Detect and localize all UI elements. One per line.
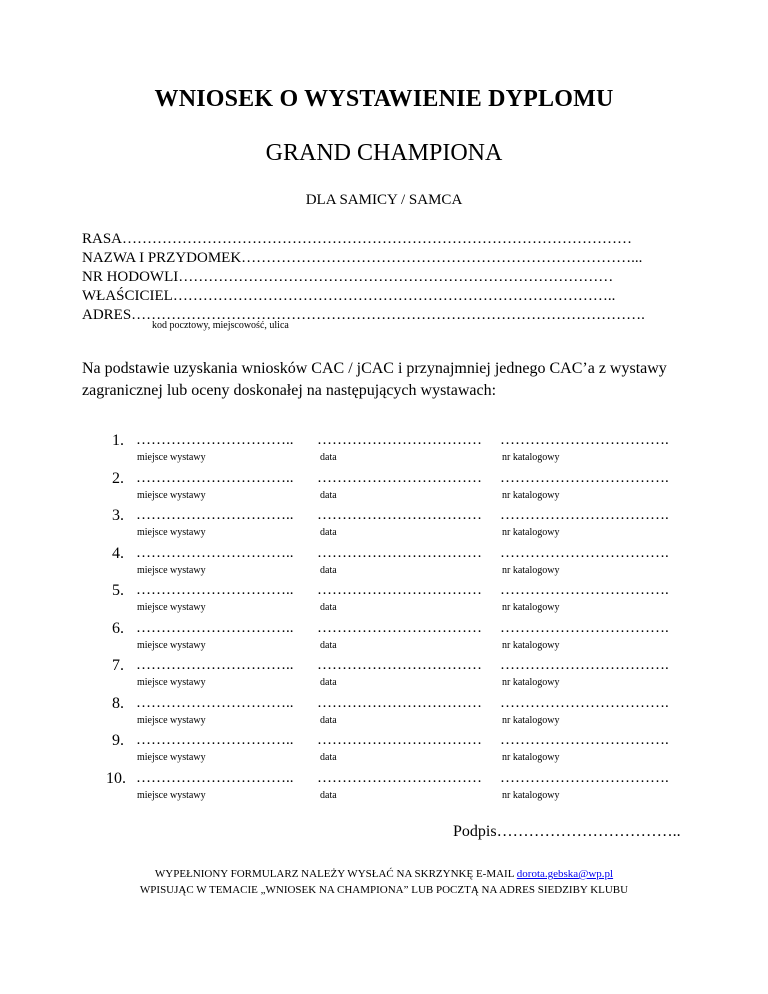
data-field[interactable]: …………………………… [317, 469, 482, 486]
nr-katalogowy-field[interactable]: ……………………………. [500, 694, 669, 711]
data-caption: data [320, 452, 337, 463]
data-field[interactable]: …………………………… [317, 732, 482, 748]
entry-number: 3. [112, 507, 124, 524]
adres-field[interactable]: ADRES…………………………………………………………………………………………. [82, 307, 645, 323]
nazwa-field[interactable]: NAZWA I PRZYDOMEK……………………………………………………………………... [82, 250, 643, 266]
signature-field[interactable]: Podpis…………………………….. [453, 823, 681, 840]
data-caption: data [320, 752, 337, 763]
data-field[interactable]: …………………………… [317, 432, 482, 448]
miejsce-wystawy-caption: miejsce wystawy [137, 602, 206, 613]
document-subtitle: GRAND CHAMPIONA [265, 140, 503, 166]
data-field[interactable]: …………………………… [317, 657, 482, 673]
email-link[interactable]: dorota.gebska@wp.pl [516, 868, 614, 880]
entry-number: 9. [112, 732, 124, 749]
nr-katalogowy-caption: nr katalogowy [502, 789, 560, 801]
data-caption: data [320, 677, 337, 688]
miejsce-wystawy-caption: miejsce wystawy [137, 527, 206, 538]
miejsce-wystawy-field[interactable]: ………………………….. [136, 582, 294, 598]
entry-number: 5. [112, 582, 124, 599]
miejsce-wystawy-caption: miejsce wystawy [137, 564, 206, 576]
data-field[interactable]: …………………………… [317, 769, 482, 786]
nr-katalogowy-field[interactable]: ……………………………. [500, 582, 669, 598]
nr-katalogowy-field[interactable]: ……………………………. [500, 469, 669, 486]
miejsce-wystawy-caption: miejsce wystawy [137, 752, 206, 763]
miejsce-wystawy-caption: miejsce wystawy [137, 489, 206, 501]
miejsce-wystawy-caption: miejsce wystawy [137, 714, 206, 726]
nr-katalogowy-caption: nr katalogowy [502, 752, 560, 763]
entry-number: 6. [112, 619, 124, 637]
miejsce-wystawy-caption: miejsce wystawy [137, 677, 206, 688]
document-title: WNIOSEK O WYSTAWIENIE DYPLOMU [154, 86, 614, 112]
miejsce-wystawy-field[interactable]: ………………………….. [136, 469, 294, 486]
data-field[interactable]: …………………………… [317, 582, 482, 598]
sex-selector-label: DLA SAMICY / SAMCA [305, 192, 463, 208]
miejsce-wystawy-field[interactable]: ………………………….. [136, 657, 294, 673]
nr-katalogowy-field[interactable]: ……………………………. [500, 732, 669, 748]
nr-katalogowy-field[interactable]: ……………………………. [500, 769, 669, 786]
miejsce-wystawy-field[interactable]: ………………………….. [136, 769, 294, 786]
footer-text: WYPEŁNIONY FORMULARZ NALEŻY WYSŁAĆ NA SKRZYNKĘ E-MAIL [154, 868, 517, 880]
data-field[interactable]: …………………………… [317, 507, 482, 523]
footer-line-2: WPISUJĄC W TEMACIE „WNIOSEK NA CHAMPIONA” LUB POCZTĄ NA ADRES SIEDZIBY KLUBU [139, 884, 629, 896]
intro-paragraph: Na podstawie uzyskania wniosków CAC / jCAC i przynajmniej jednego CAC’a z wystawy zagranicznej lub oceny doskonałej na następujących wystawach: [82, 360, 667, 399]
data-field[interactable]: …………………………… [317, 544, 482, 561]
nr-katalogowy-caption: nr katalogowy [502, 489, 560, 501]
nr-katalogowy-field[interactable]: ……………………………. [500, 544, 669, 561]
nr-katalogowy-caption: nr katalogowy [502, 452, 560, 463]
data-field[interactable]: …………………………… [317, 619, 482, 636]
nr-katalogowy-caption: nr katalogowy [502, 639, 560, 651]
data-caption: data [320, 527, 337, 538]
adres-hint: kod pocztowy, miejscowość, ulica [152, 320, 289, 331]
data-caption: data [320, 564, 337, 576]
data-caption: data [320, 489, 337, 501]
entry-number: 10. [106, 769, 126, 787]
nr-katalogowy-caption: nr katalogowy [502, 602, 560, 613]
miejsce-wystawy-field[interactable]: ………………………….. [136, 544, 294, 561]
data-caption: data [320, 602, 337, 613]
nr-katalogowy-field[interactable]: ……………………………. [500, 432, 669, 448]
nr-hodowli-field[interactable]: NR HODOWLI…………………………………………………………………………… [82, 269, 614, 285]
miejsce-wystawy-field[interactable]: ………………………….. [136, 507, 294, 523]
rasa-field[interactable]: RASA………………………………………………………………………………………… [82, 231, 633, 247]
miejsce-wystawy-field[interactable]: ………………………….. [136, 732, 294, 748]
nr-katalogowy-field[interactable]: ……………………………. [500, 657, 669, 673]
miejsce-wystawy-field[interactable]: ………………………….. [136, 619, 294, 636]
entry-number: 8. [112, 694, 124, 712]
miejsce-wystawy-caption: miejsce wystawy [137, 639, 206, 651]
entry-number: 4. [112, 544, 124, 562]
data-caption: data [320, 714, 337, 726]
data-field[interactable]: …………………………… [317, 694, 482, 711]
entry-number: 2. [112, 469, 124, 487]
data-caption: data [320, 789, 337, 801]
nr-katalogowy-field[interactable]: ……………………………. [500, 619, 669, 636]
nr-katalogowy-field[interactable]: ……………………………. [500, 507, 669, 523]
nr-katalogowy-caption: nr katalogowy [502, 564, 560, 576]
entry-number: 7. [112, 657, 124, 674]
nr-katalogowy-caption: nr katalogowy [502, 714, 560, 726]
wlasciciel-field[interactable]: WŁAŚCICIEL…………………………………………………………………………….. [82, 288, 616, 304]
miejsce-wystawy-caption: miejsce wystawy [137, 452, 206, 463]
miejsce-wystawy-caption: miejsce wystawy [137, 789, 206, 801]
miejsce-wystawy-field[interactable]: ………………………….. [136, 694, 294, 711]
nr-katalogowy-caption: nr katalogowy [502, 677, 560, 688]
miejsce-wystawy-field[interactable]: ………………………….. [136, 432, 294, 448]
nr-katalogowy-caption: nr katalogowy [502, 527, 560, 538]
entry-number: 1. [112, 432, 124, 449]
data-caption: data [320, 639, 337, 651]
footer-line-1 [0, 868, 768, 880]
